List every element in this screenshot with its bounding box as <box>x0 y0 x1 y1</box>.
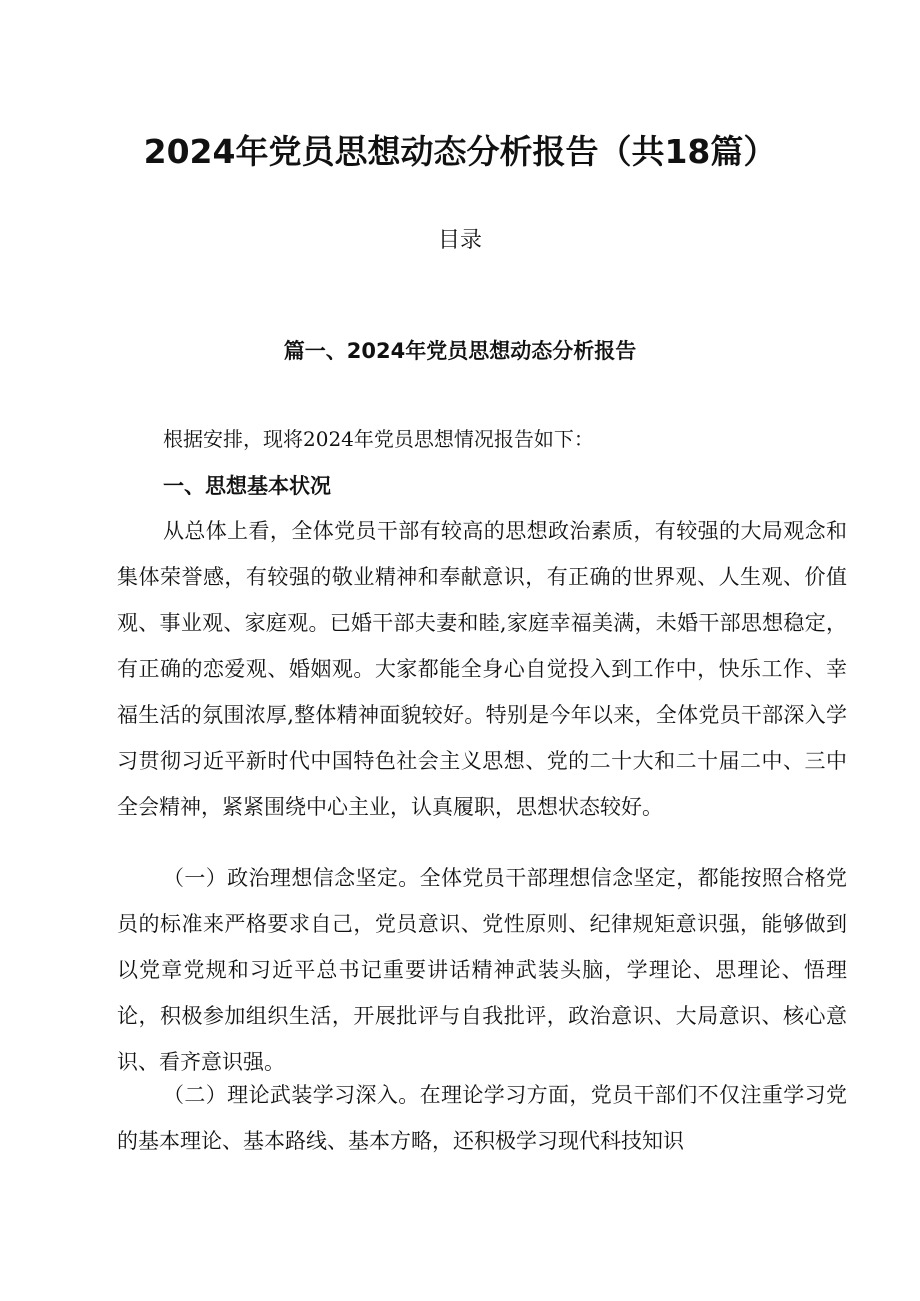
paragraph-overview: 从总体上看，全体党员干部有较高的思想政治素质，有较强的大局观念和集体荣誉感，有较强的敬业精神和奉献意识，有正确的世界观、人生观、价值观、事业观、家庭观。已婚干部夫妻和睦,家庭幸福美满，未婚干部思想稳定，有正确的恋爱观、婚姻观。大家都能全身心自觉投入到工作中，快乐工作、幸福生活的氛围浓厚,整体精神面貌较好。特别是今年以来，全体党员干部深入学习贯彻习近平新时代中国特色社会主义思想、党的二十大和二十届二中、三中全会精神，紧紧围绕中心主业，认真履职，思想状态较好。 <box>117 519 847 819</box>
paragraph-political-belief: （一）政治理想信念坚定。全体党员干部理想信念坚定，都能按照合格党员的标准来严格要求自己，党员意识、党性原则、纪律规矩意识强，能够做到以党章党规和习近平总书记重要讲话精神武装头脑，学理论、思理论、悟理论，积极参加组织生活，开展批评与自我批评，政治意识、大局意识、核心意识、看齐意识强。 <box>117 866 847 1074</box>
section-heading: 一、思想基本状况 <box>163 474 331 498</box>
intro-line: 根据安排，现将2024年党员思想情况报告如下： <box>163 427 594 451</box>
document-title: 2024年党员思想动态分析报告（共18篇） <box>143 132 777 171</box>
article-title: 篇一、2024年党员思想动态分析报告 <box>283 339 637 363</box>
paragraph-theory-study: （二）理论武装学习深入。在理论学习方面，党员干部们不仅注重学习党的基本理论、基本路线、基本方略，还积极学习现代科技知识 <box>117 1083 847 1153</box>
table-of-contents-heading: 目录 <box>437 228 482 253</box>
